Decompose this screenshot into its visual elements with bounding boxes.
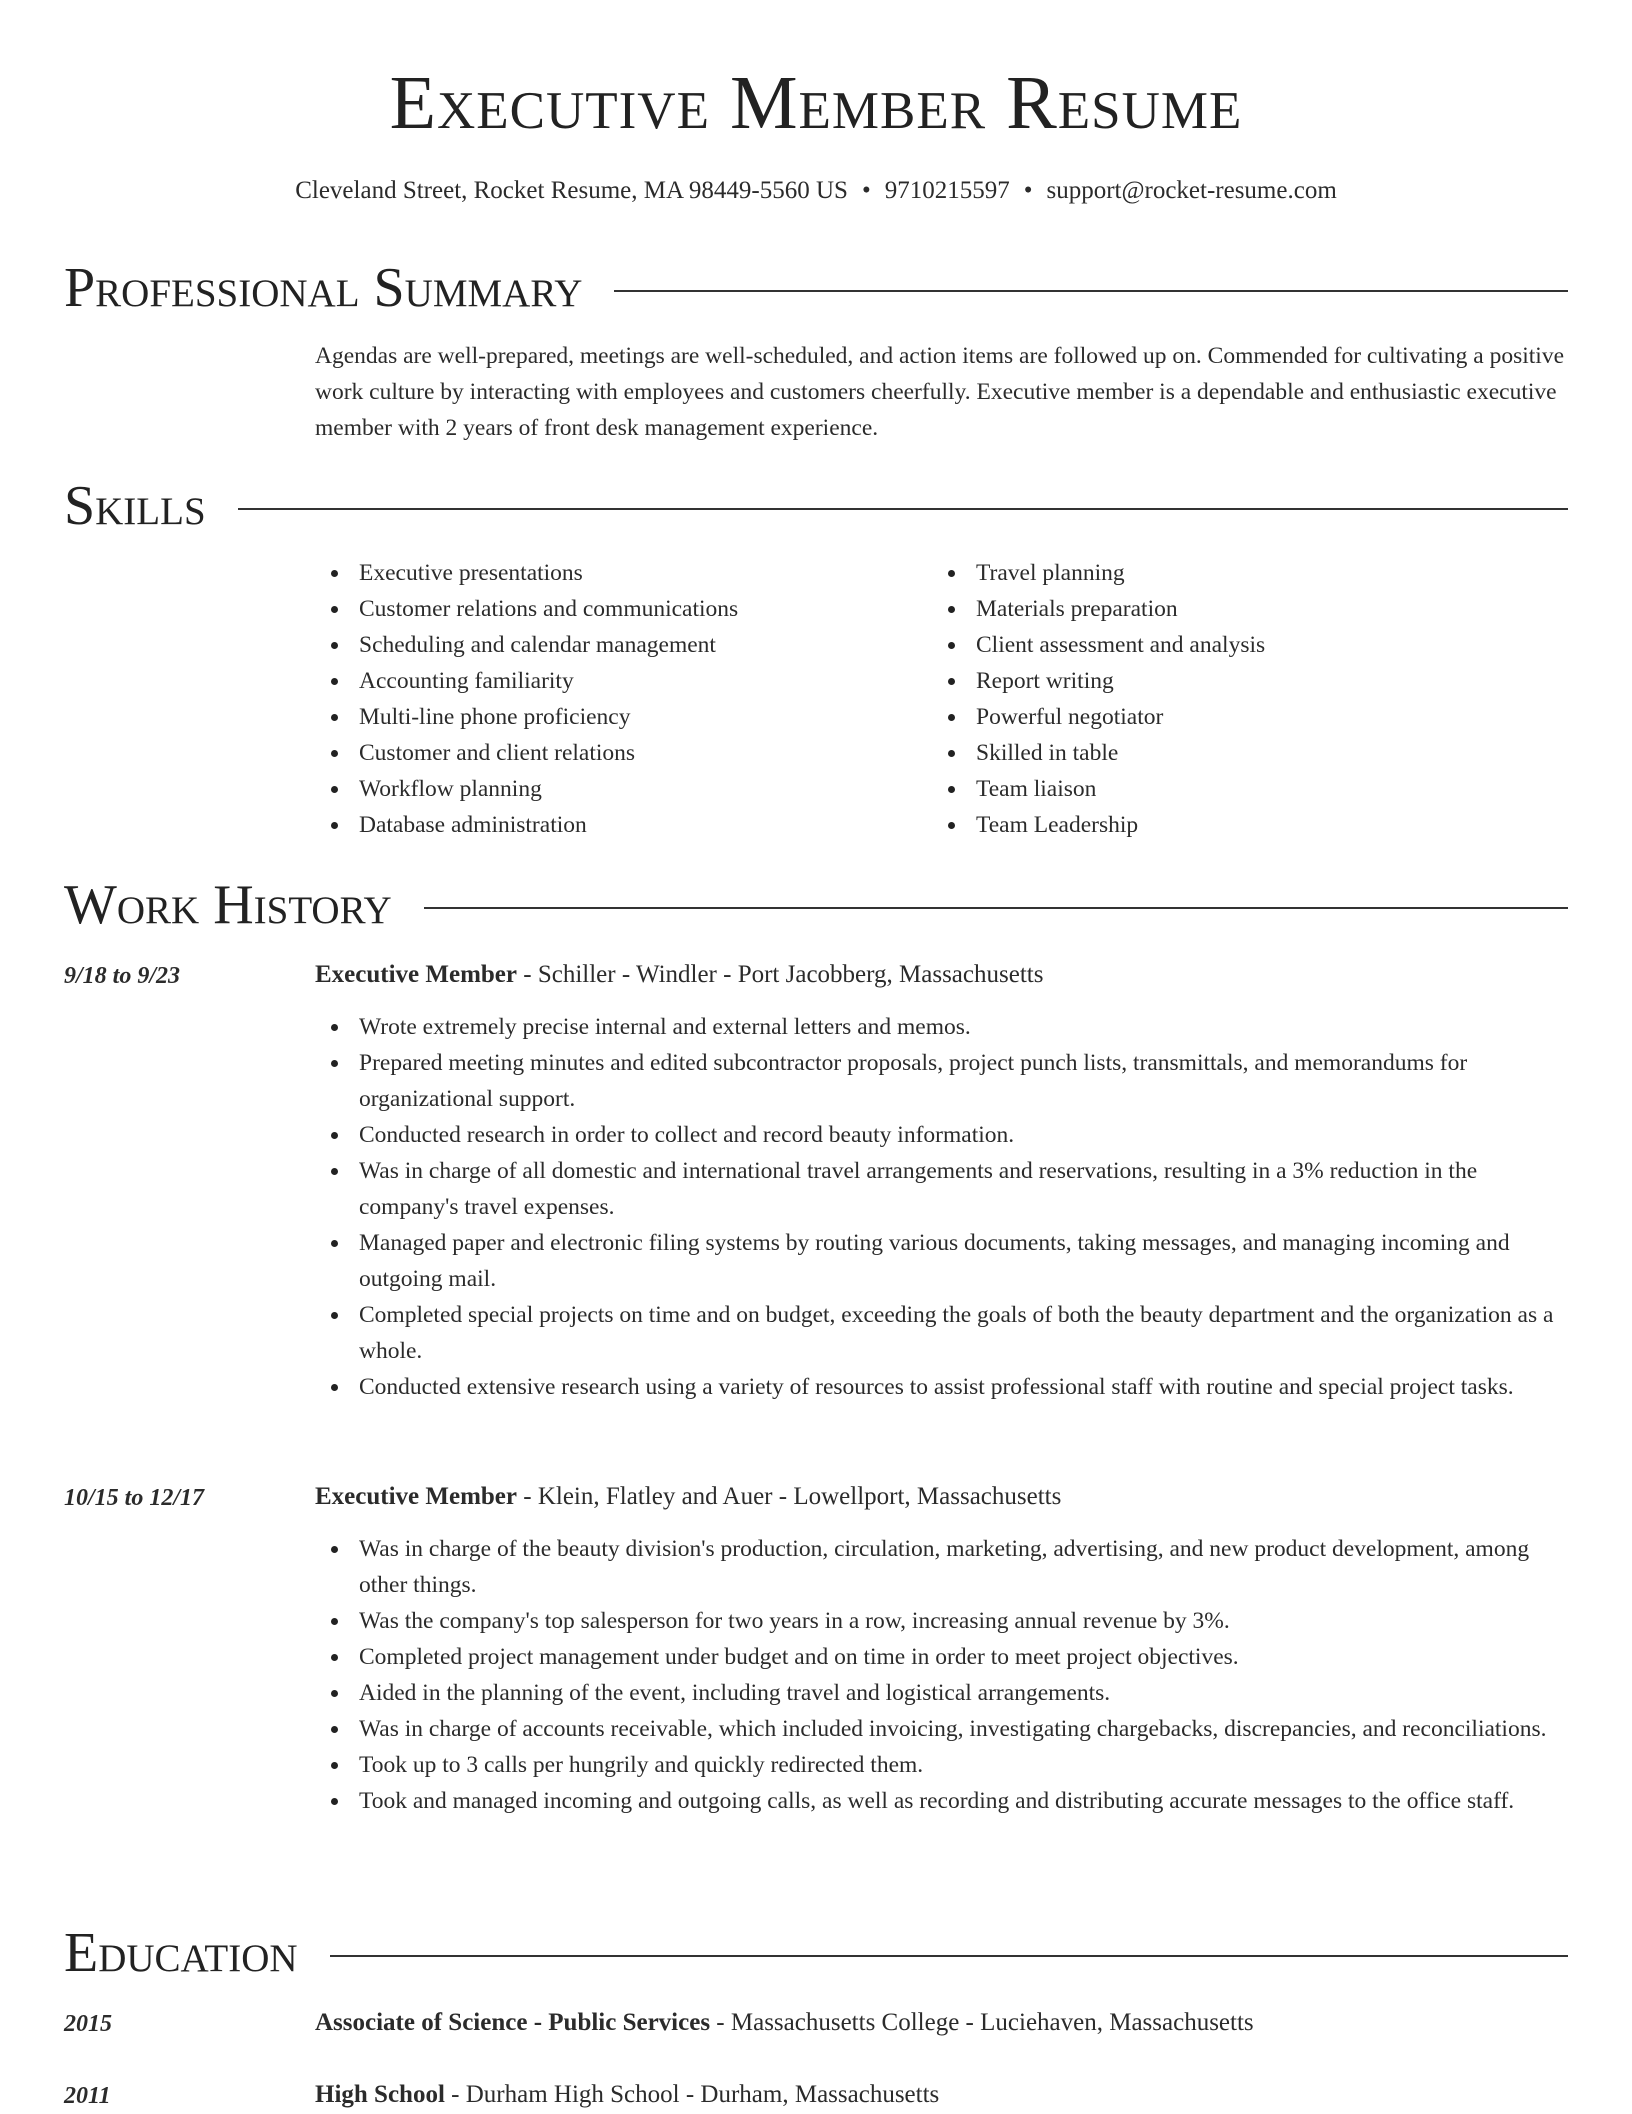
job-bullet: Was in charge of accounts receivable, which included invoicing, investigating chargebacks, discrepancies, and reconciliations. <box>315 1711 1568 1747</box>
job-bullet: Took up to 3 calls per hungrily and quickly redirected them. <box>315 1747 1568 1783</box>
job-bullet: Prepared meeting minutes and edited subcontractor proposals, project punch lists, transmittals, and memorandums for organizational support. <box>315 1045 1568 1117</box>
education-year: 2015 <box>64 2011 112 2037</box>
contact-line <box>0 175 1632 207</box>
contact-separator: • <box>861 177 871 204</box>
skill-item: Workflow planning <box>315 771 915 807</box>
job-dates: 10/15 to 12/17 <box>64 1485 205 1511</box>
job-title: Executive Member <box>315 1483 518 1510</box>
skill-item: Scheduling and calendar management <box>315 627 915 663</box>
job-heading <box>315 1479 1568 1515</box>
skill-item: Travel planning <box>932 555 1532 591</box>
skill-item: Team Leadership <box>932 807 1532 843</box>
contact-separator: • <box>1023 177 1033 204</box>
contact-email[interactable]: support@rocket-resume.com <box>1046 177 1337 204</box>
job-employer: - Schiller - Windler - Port Jacobberg, Massachusetts <box>517 961 1044 988</box>
skill-item: Accounting familiarity <box>315 663 915 699</box>
section-divider <box>330 1955 1568 1957</box>
job-bullet: Managed paper and electronic filing systems by routing various documents, taking messages, and managing incoming and outgoing mail. <box>315 1225 1568 1297</box>
section-divider <box>614 290 1568 292</box>
skill-item: Executive presentations <box>315 555 915 591</box>
education-entry <box>315 2005 1568 2041</box>
job-bullet: Was the company's top salesperson for two years in a row, increasing annual revenue by 3%. <box>315 1603 1568 1639</box>
contact-address: Cleveland Street, Rocket Resume, MA 98449-5560 US <box>295 177 848 204</box>
section-divider <box>424 907 1568 909</box>
education-degree: High School <box>315 2081 445 2108</box>
education-year: 2011 <box>64 2083 111 2109</box>
job-bullet: Was in charge of the beauty division's production, circulation, marketing, advertising, and new product development, among other things. <box>315 1531 1568 1603</box>
job-title: Executive Member <box>315 961 518 988</box>
summary-text: Agendas are well-prepared, meetings are well-scheduled, and action items are followed up on. Commended for cultivating a positive work culture by interacting with employees and customers cheerfully. Executive member is a dependable and enthusiastic executive member with 2 years of front desk management experience. <box>315 343 1564 441</box>
education-entry <box>315 2077 1568 2113</box>
skills-list-left <box>315 555 915 843</box>
education-school: - Massachusetts College - Luciehaven, Massachusetts <box>710 2009 1254 2036</box>
job-dates: 9/18 to 9/23 <box>64 963 181 989</box>
job-bullet: Conducted extensive research using a variety of resources to assist professional staff with routine and special project tasks. <box>315 1369 1568 1405</box>
job-employer: - Klein, Flatley and Auer - Lowellport, Massachusetts <box>517 1483 1062 1510</box>
job-bullet: Was in charge of all domestic and international travel arrangements and reservations, resulting in a 3% reduction in the company's travel expenses. <box>315 1153 1568 1225</box>
skill-item: Customer relations and communications <box>315 591 915 627</box>
resume-title: Executive Member Resume <box>389 61 1243 145</box>
section-title-education: Education <box>64 1922 298 1984</box>
skill-item: Materials preparation <box>932 591 1532 627</box>
job-bullet: Completed project management under budget and on time in order to meet project objectives. <box>315 1639 1568 1675</box>
job-bullet: Conducted research in order to collect and record beauty information. <box>315 1117 1568 1153</box>
education-school: - Durham High School - Durham, Massachusetts <box>444 2081 940 2108</box>
job-bullets <box>315 1531 1568 1819</box>
section-title-summary: Professional Summary <box>64 257 583 319</box>
work-section-header <box>64 873 1568 937</box>
section-title-work: Work History <box>64 874 392 936</box>
job-bullet: Took and managed incoming and outgoing calls, as well as recording and distributing accurate messages to the office staff. <box>315 1783 1568 1819</box>
section-title-skills: Skills <box>64 475 206 537</box>
skill-item: Customer and client relations <box>315 735 915 771</box>
education-degree: Associate of Science - Public Services <box>315 2009 711 2036</box>
skill-item: Powerful negotiator <box>932 699 1532 735</box>
skills-list-right <box>932 555 1532 843</box>
job-bullet: Aided in the planning of the event, including travel and logistical arrangements. <box>315 1675 1568 1711</box>
job-bullets <box>315 1009 1568 1405</box>
skill-item: Team liaison <box>932 771 1532 807</box>
job-heading <box>315 957 1568 993</box>
job-bullet: Completed special projects on time and on budget, exceeding the goals of both the beauty department and the organization as a whole. <box>315 1297 1568 1369</box>
summary-section-header <box>64 256 1568 320</box>
skill-item: Database administration <box>315 807 915 843</box>
job-bullet: Wrote extremely precise internal and external letters and memos. <box>315 1009 1568 1045</box>
skill-item: Report writing <box>932 663 1532 699</box>
skill-item: Multi-line phone proficiency <box>315 699 915 735</box>
skill-item: Skilled in table <box>932 735 1532 771</box>
skill-item: Client assessment and analysis <box>932 627 1532 663</box>
contact-phone: 9710215597 <box>884 177 1010 204</box>
section-divider <box>238 508 1568 510</box>
skills-section-header <box>64 474 1568 538</box>
education-section-header <box>64 1921 1568 1985</box>
